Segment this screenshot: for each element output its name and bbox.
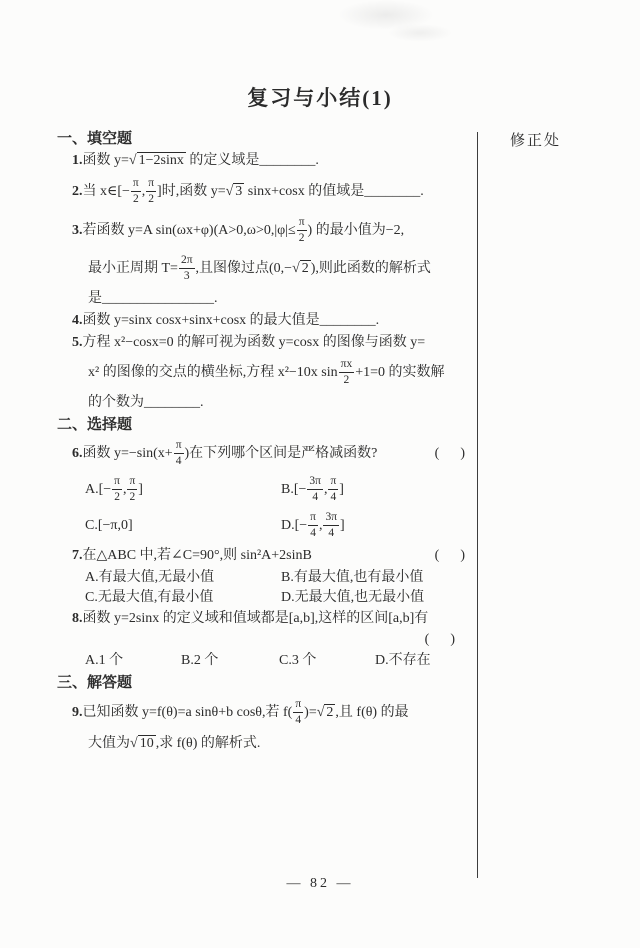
question-8 — [57, 608, 471, 672]
option-c: C.无最大值,有最小值 — [85, 590, 214, 605]
section-heading-multiple-choice: 二、选择题 — [57, 417, 133, 433]
question-line — [72, 332, 471, 354]
question-text: 7.在△ABC 中,若∠C=90°,则 sin²A+2sinB — [72, 548, 312, 563]
scan-artifact — [388, 24, 452, 42]
question-text: 方程 x²−cosx=0 的解可视为函数 y=cosx 的图像与函数 y= — [82, 335, 426, 350]
question-line — [72, 150, 471, 172]
question-number: 5. — [72, 335, 83, 350]
question-text: 函数 y=√ 1−2sinx 的定义域是________. — [82, 153, 319, 168]
option-d: D.无最大值,也无最小值 — [281, 590, 425, 605]
option-b: B.有最大值,也有最小值 — [281, 570, 424, 585]
answer-paren-line — [72, 630, 471, 650]
option-a: A.1 个 — [85, 653, 124, 668]
question-7-options — [72, 568, 471, 608]
question-line — [72, 172, 471, 212]
question-line: x² 的图像的交点的横坐标,方程 x²−10x sin $\frac{\pi x}{2}$ +1=0 的实数解 — [88, 358, 445, 387]
question-text: 函数 y=2sinx 的定义域和值域都是[a,b],这样的区间[a,b]有 — [82, 611, 429, 626]
question-5 — [57, 332, 471, 414]
question-line — [72, 436, 471, 472]
question-line — [72, 608, 471, 630]
question-number: 2. — [72, 184, 83, 199]
question-line — [72, 212, 471, 250]
question-line: 是________________. — [88, 291, 218, 306]
option-d: D.[− $\frac{\pi}{4}$ , $\frac{3\pi}{4}$ ] — [281, 511, 345, 540]
question-number: 6. — [72, 446, 83, 461]
answer-paren: ( ) — [424, 632, 455, 647]
answer-paren: ( ) — [434, 548, 465, 563]
question-2 — [57, 172, 471, 212]
question-text: 若函数 y=A sin(ωx+φ)(A>0,ω>0,|φ|≤ $\frac{\pi}{2}$ ) 的最小值为−2, — [82, 216, 405, 245]
question-line — [72, 310, 471, 332]
section-heading-fill-in-blank: 一、填空题 — [57, 131, 133, 147]
question-number: 3. — [72, 223, 83, 238]
question-3 — [57, 212, 471, 310]
option-d: D.不存在 — [375, 653, 431, 668]
question-number: 4. — [72, 313, 83, 328]
question-line: 最小正周期 T= $\frac{2\pi}{3}$ ,且图像过点(0,−√ 2 ),则此函数的解析式 — [88, 254, 431, 283]
question-line: 大值为√ 10 ,求 f(θ) 的解析式. — [88, 736, 261, 751]
question-6-options — [72, 472, 471, 544]
option-b: B.[− $\frac{3\pi}{4}$ , $\frac{\pi}{4}$ ] — [281, 475, 344, 504]
question-line — [72, 544, 471, 568]
option-c: C.[−π,0] — [85, 518, 133, 533]
question-number: 7. — [72, 548, 83, 563]
page-number: — 82 — — [286, 876, 354, 891]
page-title: 复习与小结(1) — [247, 86, 393, 110]
question-1 — [57, 150, 471, 172]
question-7 — [57, 544, 471, 608]
option-b: B.2 个 — [181, 653, 219, 668]
option-c: C.3 个 — [279, 653, 317, 668]
section-heading-solution: 三、解答题 — [57, 675, 133, 691]
question-line: 的个数为________. — [88, 395, 204, 410]
answer-paren: ( ) — [434, 446, 465, 461]
correction-margin-divider — [477, 132, 478, 878]
question-text: 函数 y=sinx cosx+sinx+cosx 的最大值是________. — [82, 313, 380, 328]
option-a: A.有最大值,无最小值 — [85, 570, 215, 585]
question-text: 已知函数 y=f(θ)=a sinθ+b cosθ,若 f( $\frac{\pi}{4}$ )=√ 2 ,且 f(θ) 的最 — [82, 698, 409, 727]
question-4 — [57, 310, 471, 332]
correction-area-label: 修正处 — [510, 133, 562, 149]
question-9 — [57, 694, 471, 756]
question-number: 8. — [72, 611, 83, 626]
question-number: 9. — [72, 705, 83, 720]
option-a: A.[− $\frac{\pi}{2}$ , $\frac{\pi}{2}$ ] — [85, 475, 143, 504]
question-line — [72, 694, 471, 732]
question-text: 当 x∈[− $\frac{\pi}{2}$ , $\frac{\pi}{2}$ ]时,函数 y=√ 3 sinx+cosx 的值域是________. — [82, 177, 424, 206]
content-column — [57, 128, 471, 756]
question-8-options — [72, 650, 471, 672]
question-number: 1. — [72, 153, 83, 168]
question-text: 6.函数 y=−sin(x+ $\frac{\pi}{4}$ )在下列哪个区间是严格减函数? — [72, 439, 378, 468]
question-6 — [57, 436, 471, 544]
